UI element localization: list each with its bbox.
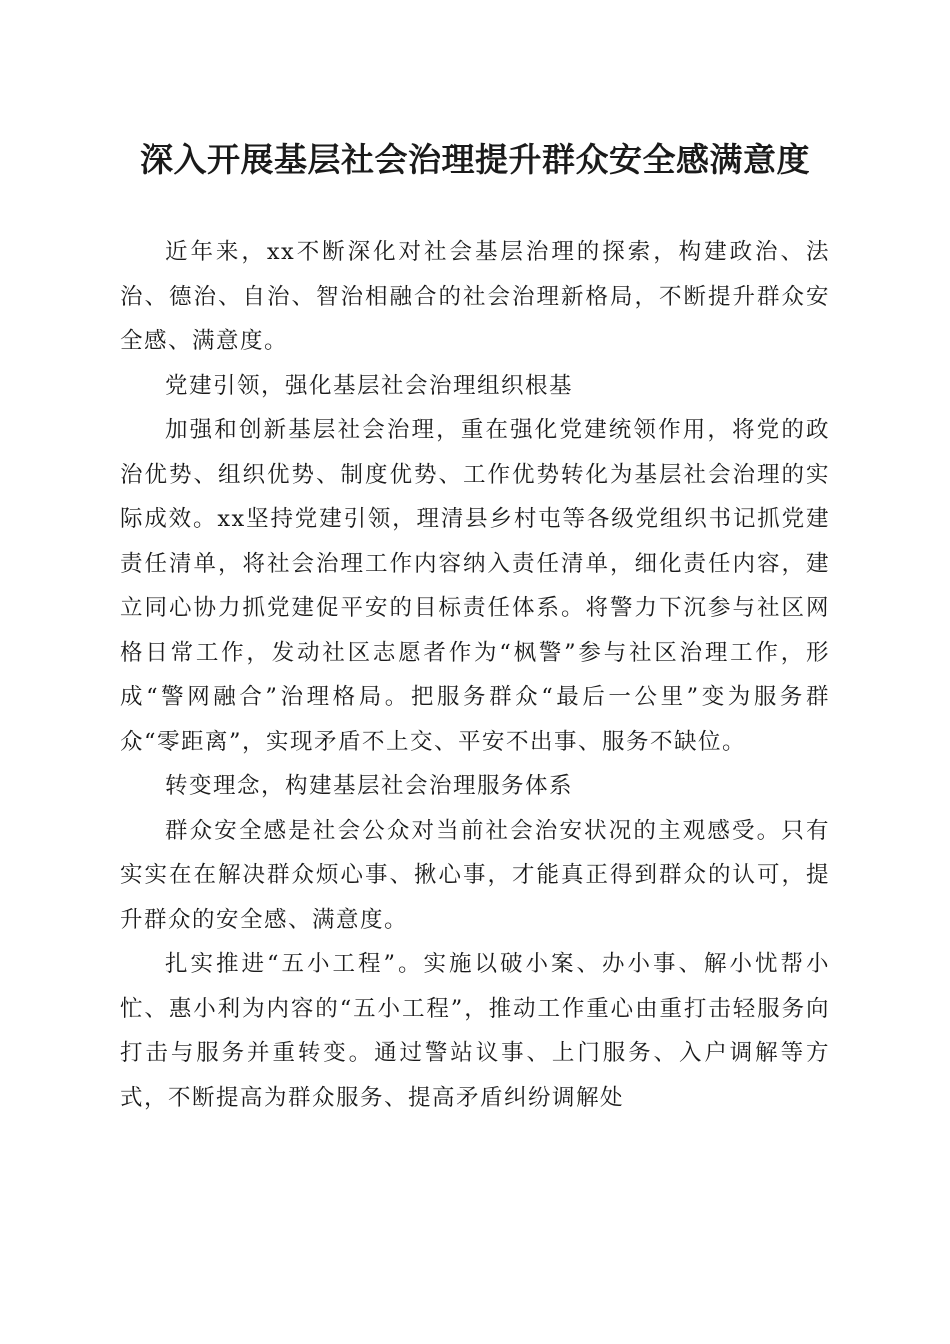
paragraph-party-building: 加强和创新基层社会治理，重在强化党建统领作用，将党的政治优势、组织优势、制度优势、工作优势转化为基层社会治理的实际成效。xx坚持党建引领，理清县乡村屯等各级党组织书记抓党建责任清单，将社会治理工作内容纳入责任清单，细化责任内容，建立同心协力抓党建促平安的目标责任体系。将警力下沉参与社区网格日常工作，发动社区志愿者作为“枫警”参与社区治理工作，形成“警网融合”治理格局。把服务群众“最后一公里”变为服务群众“零距离”，实现矛盾不上交、平安不出事、服务不缺位。 <box>120 417 830 755</box>
paragraph-five-small-projects: 扎实推进“五小工程”。实施以破小案、办小事、解小忧帮小忙、惠小利为内容的“五小工程”，推动工作重心由重打击轻服务向打击与服务并重转变。通过警站议事、上门服务、入户调解等方式，不断提高为群众服务、提高矛盾纠纷调解处 <box>120 951 830 1111</box>
section-heading-party-building: 党建引领，强化基层社会治理组织根基 <box>165 372 574 399</box>
paragraph-intro: 近年来，xx不断深化对社会基层治理的探索，构建政治、法治、德治、自治、智治相融合的社会治理新格局，不断提升群众安全感、满意度。 <box>120 239 830 354</box>
section-heading-service-system: 转变理念，构建基层社会治理服务体系 <box>165 773 574 799</box>
document-body <box>120 230 830 1120</box>
document-title: 深入开展基层社会治理提升群众安全感满意度 <box>140 140 810 179</box>
paragraph-safety-sense: 群众安全感是社会公众对当前社会治安状况的主观感受。只有实实在在解决群众烦心事、揪心事，才能真正得到群众的认可，提升群众的安全感、满意度。 <box>120 817 830 933</box>
